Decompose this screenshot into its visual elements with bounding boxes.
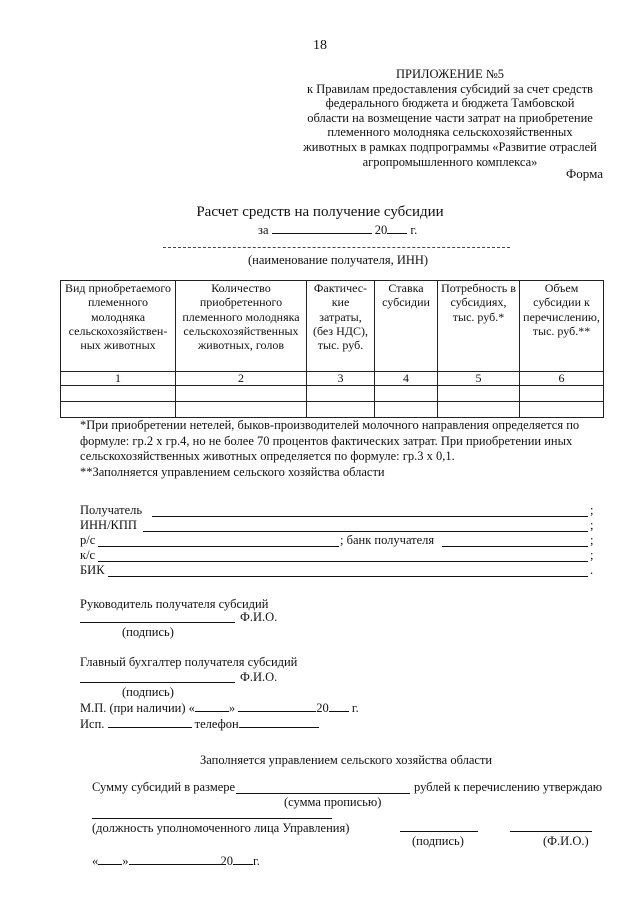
page-number: 18 [313, 38, 327, 53]
approval-fio-caption: (Ф.И.О.) [543, 834, 589, 848]
accountant-signature-caption: (подпись) [122, 685, 174, 699]
table-cell[interactable] [520, 402, 604, 418]
semicolon: ; [590, 503, 594, 517]
table-cell[interactable] [307, 402, 375, 418]
table-cell[interactable] [307, 386, 375, 402]
note-line: **Заполняется управлением сельского хозяйства области [80, 464, 385, 479]
table-cell[interactable] [176, 402, 307, 418]
seal-quote: » [228, 701, 236, 715]
semicolon: ; [590, 518, 594, 532]
seal-month-field[interactable] [238, 700, 316, 712]
table-notes [80, 418, 620, 480]
table-cell[interactable] [520, 386, 604, 402]
table-cell[interactable] [61, 386, 176, 402]
table-cell[interactable] [438, 386, 520, 402]
accountant-signature-line[interactable] [80, 682, 235, 683]
approval-sum-suffix: рублей к перечислению утверждаю [414, 780, 603, 794]
semicolon: ; [590, 548, 594, 562]
appendix-line: области на возмещение части затрат на приобретение [307, 110, 593, 125]
executor-line [80, 716, 319, 732]
column-number: 1 [61, 372, 176, 386]
period-prefix: за [258, 223, 269, 237]
approval-sum-prefix: Сумму субсидий в размере [92, 780, 236, 794]
approval-position-caption: (должность уполномоченного лица Управления) [92, 821, 350, 835]
bank-label: ; банк получателя [340, 533, 435, 547]
head-title: Руководитель получателя субсидий [80, 597, 269, 611]
table-number-row [61, 372, 604, 386]
approval-year-suffix: г. [253, 854, 260, 868]
inn-kpp-field[interactable] [143, 531, 588, 532]
table-row [61, 402, 604, 418]
approval-heading: Заполняется управлением сельского хозяйства области [200, 753, 493, 767]
table-header-row [61, 281, 604, 372]
approval-signature-caption: (подпись) [412, 834, 464, 848]
calculation-table [60, 280, 604, 418]
approval-date-open: « [92, 854, 99, 868]
approval-date-line [92, 853, 260, 869]
appendix-block [300, 67, 600, 169]
column-header: Фактичес-кие затраты, (без НДС), тыс. руб. [307, 281, 375, 372]
appendix-line: федерального бюджета и бюджета Тамбовской [325, 96, 575, 111]
bik-label: БИК [80, 563, 105, 577]
seal-year-field[interactable] [329, 700, 349, 712]
approval-sum-field[interactable] [236, 793, 410, 794]
executor-label: Исп. [80, 717, 105, 731]
seal-year: 20 [316, 701, 329, 715]
rs-label: р/с [80, 533, 96, 547]
recipient-name-line[interactable] [163, 247, 510, 248]
table-cell[interactable] [375, 386, 438, 402]
approval-fio-line[interactable] [510, 831, 592, 832]
column-header: Вид приобретаемого племенного молодняка сельскохозяйствен-ных животных [61, 281, 176, 372]
accountant-title: Главный бухгалтер получателя субсидий [80, 655, 298, 669]
head-signature-line[interactable] [80, 622, 235, 623]
column-number: 4 [375, 372, 438, 386]
table-cell[interactable] [61, 402, 176, 418]
ks-field[interactable] [98, 561, 588, 562]
table-row [61, 386, 604, 402]
appendix-line: племенного молодняка сельскохозяйственных [327, 125, 573, 140]
approval-year: 20 [220, 854, 233, 868]
bik-field[interactable] [108, 576, 588, 577]
note-line: формуле: гр.2 х гр.4, но не более 70 процентов фактических затрат. При приобретении иных [80, 433, 573, 448]
approval-position-line[interactable] [92, 818, 332, 819]
recipient-caption: (наименование получателя, ИНН) [248, 253, 429, 267]
dot: . [590, 563, 594, 577]
seal-year-suffix: г. [351, 701, 359, 715]
table-cell[interactable] [375, 402, 438, 418]
period-suffix: г. [410, 223, 418, 237]
note-line: *При приобретении нетелей, быков-производителей молочного направления определяется по [80, 418, 580, 432]
seal-day-field[interactable] [195, 700, 229, 712]
executor-field[interactable] [108, 716, 192, 728]
period-blank[interactable] [272, 222, 372, 234]
column-number: 5 [438, 372, 520, 386]
approval-day-field[interactable] [98, 853, 122, 865]
form-label: Форма [566, 166, 603, 181]
column-header: Ставка субсидии [375, 281, 438, 372]
table-cell[interactable] [438, 402, 520, 418]
accountant-fio: Ф.И.О. [240, 670, 278, 684]
seal-label: М.П. (при наличии) « [80, 701, 195, 715]
head-fio: Ф.И.О. [240, 610, 278, 624]
column-header: Потребность в субсидиях, тыс. руб.* [438, 281, 520, 372]
phone-field[interactable] [239, 716, 319, 728]
recipient-label: Получатель [80, 503, 143, 517]
period-year-blank[interactable] [387, 222, 407, 234]
semicolon: ; [590, 533, 594, 547]
document-title: Расчет средств на получение субсидии [196, 204, 444, 220]
rs-field[interactable] [98, 546, 339, 547]
note-line: сельскохозяйственных животных определяется по формуле: гр.3 х 0,1. [80, 449, 455, 463]
phone-label: телефон [194, 717, 239, 731]
column-number: 3 [307, 372, 375, 386]
appendix-line: агропромышленного комплекса» [362, 154, 538, 169]
period-year: 20 [374, 223, 388, 237]
table-cell[interactable] [176, 386, 307, 402]
column-number: 6 [520, 372, 604, 386]
appendix-line: животных в рамках подпрограммы «Развитие отраслей [303, 139, 597, 154]
inn-kpp-label: ИНН/КПП [80, 518, 137, 532]
column-number: 2 [176, 372, 307, 386]
bank-field[interactable] [442, 546, 588, 547]
period-line [258, 222, 417, 238]
approval-signature-line[interactable] [400, 831, 478, 832]
ks-label: к/с [80, 548, 96, 562]
column-header: Объем субсидии к перечислению, тыс. руб.** [520, 281, 604, 372]
approval-month-field[interactable] [129, 853, 221, 865]
head-signature-caption: (подпись) [122, 625, 174, 639]
appendix-heading: ПРИЛОЖЕНИЕ №5 [395, 67, 505, 81]
approval-sum-caption: (сумма прописью) [284, 795, 382, 809]
recipient-field[interactable] [152, 516, 588, 517]
approval-date-close: » [122, 854, 129, 868]
seal-line [80, 700, 359, 716]
column-header: Количество приобретенного племенного молодняка сельскохозяйственных животных, голов [176, 281, 307, 372]
approval-year-field[interactable] [233, 853, 253, 865]
appendix-line: к Правилам предоставления субсидий за счет средств [307, 81, 593, 96]
